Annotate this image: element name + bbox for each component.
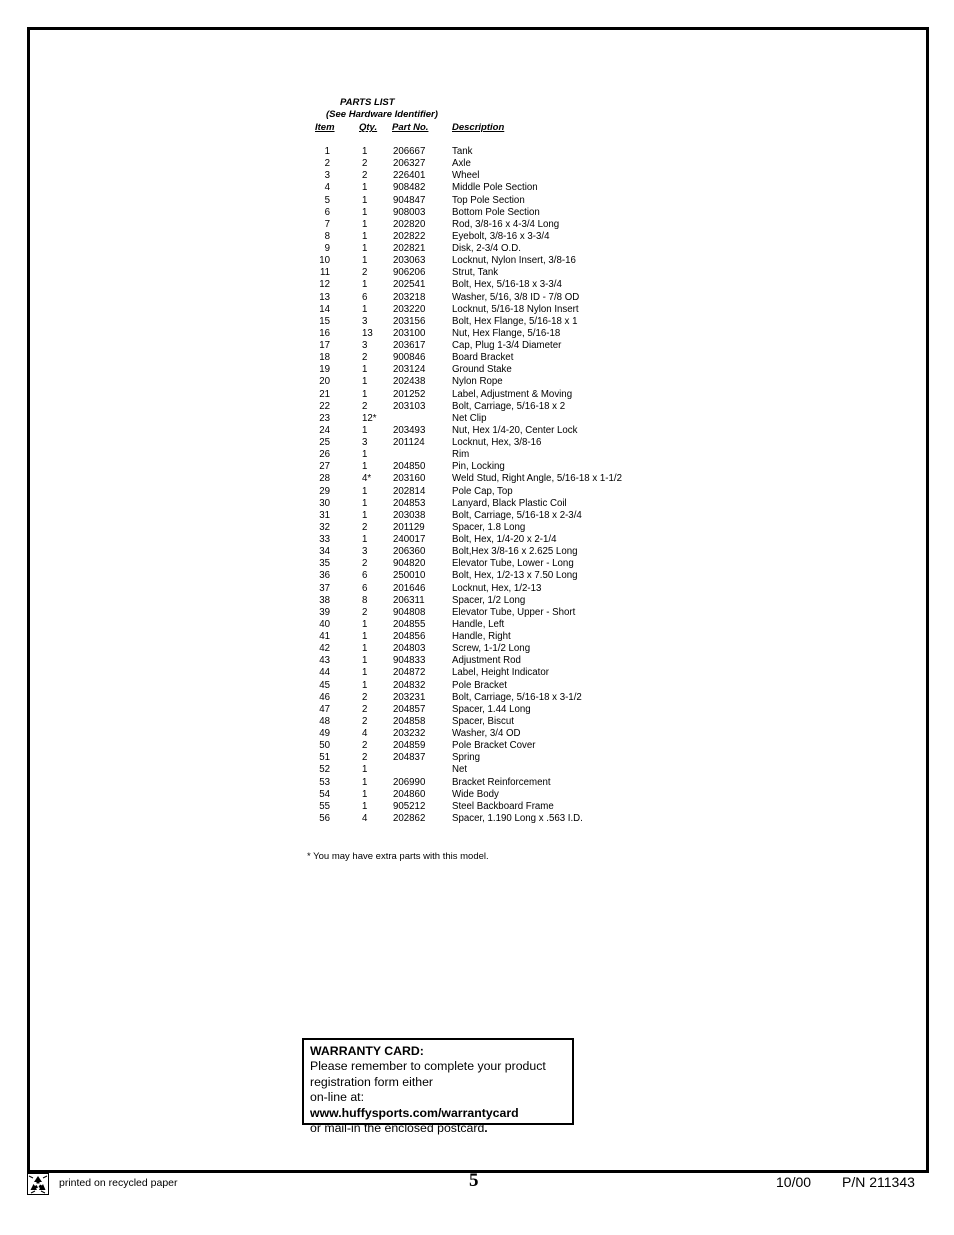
item-qty: 4* — [362, 473, 372, 485]
item-description: Axle — [452, 158, 471, 170]
table-row — [0, 243, 954, 255]
item-description: Washer, 5/16, 3/8 ID - 7/8 OD — [452, 291, 580, 303]
item-description: Bolt, Carriage, 5/16-18 x 2-3/4 — [452, 509, 582, 521]
table-row — [0, 182, 954, 194]
table-row — [0, 340, 954, 352]
item-part-no: 206667 — [393, 146, 426, 157]
item-qty: 1 — [362, 631, 368, 642]
item-number: 23 — [319, 412, 330, 424]
item-part-no: 203156 — [393, 315, 426, 327]
table-row — [0, 680, 954, 692]
table-row — [0, 449, 954, 461]
item-part-no: 204856 — [393, 631, 426, 642]
item-description: Label, Adjustment & Moving — [452, 388, 573, 400]
item-number: 19 — [319, 364, 330, 376]
parts-list-subtitle: (See Hardware Identifier) — [326, 109, 438, 120]
table-row — [0, 207, 954, 219]
item-number: 7 — [324, 218, 330, 230]
item-number: 54 — [319, 788, 330, 800]
table-row — [0, 716, 954, 728]
table-row — [0, 704, 954, 716]
item-description: Rod, 3/8-16 x 4-3/4 Long — [452, 218, 560, 230]
table-row — [0, 364, 954, 376]
item-qty: 1 — [362, 364, 368, 376]
item-number: 56 — [319, 812, 330, 824]
item-qty: 1 — [362, 679, 368, 691]
item-part-no: 900846 — [393, 352, 426, 364]
table-row — [0, 498, 954, 510]
item-qty: 1 — [362, 424, 368, 436]
item-qty: 2 — [362, 400, 368, 412]
item-qty: 1 — [362, 497, 368, 509]
item-part-no: 203220 — [393, 303, 426, 315]
item-description: Steel Backboard Frame — [452, 800, 554, 812]
table-row — [0, 219, 954, 231]
table-row — [0, 764, 954, 776]
table-row — [0, 607, 954, 619]
item-part-no: 203218 — [393, 291, 426, 303]
item-qty: 1 — [362, 376, 368, 388]
part-number: P/N 211343 — [842, 1174, 915, 1190]
table-row — [0, 752, 954, 764]
table-row — [0, 789, 954, 801]
table-row — [0, 534, 954, 546]
item-part-no: 202814 — [393, 485, 426, 497]
item-number: 17 — [319, 340, 330, 351]
table-row — [0, 643, 954, 655]
item-number: 40 — [319, 618, 330, 630]
item-description: Nylon Rope — [452, 376, 503, 388]
table-row — [0, 740, 954, 752]
item-description: Locknut, Hex, 1/2-13 — [452, 582, 542, 594]
item-number: 30 — [319, 497, 330, 509]
item-qty: 13 — [362, 327, 373, 339]
item-description: Spacer, 1/2 Long — [452, 594, 526, 606]
item-number: 52 — [319, 764, 330, 776]
page-number: 5 — [469, 1170, 479, 1191]
item-part-no: 204872 — [393, 667, 426, 679]
item-part-no: 202820 — [393, 218, 426, 230]
item-description: Bolt, Hex, 5/16-18 x 3-3/4 — [452, 279, 562, 291]
item-qty: 3 — [362, 546, 368, 558]
item-number: 34 — [319, 546, 330, 558]
item-description: Middle Pole Section — [452, 182, 538, 194]
item-description: Nut, Hex 1/4-20, Center Lock — [452, 424, 578, 436]
item-qty: 3 — [362, 437, 368, 448]
item-qty: 1 — [362, 764, 368, 776]
item-qty: 2 — [362, 740, 368, 752]
item-qty: 2 — [362, 170, 368, 182]
item-qty: 6 — [362, 291, 368, 303]
table-row — [0, 486, 954, 498]
item-qty: 1 — [362, 509, 368, 521]
item-description: Rim — [452, 449, 470, 461]
parts-table — [0, 146, 954, 825]
item-qty: 12* — [362, 412, 377, 424]
item-description: Spring — [452, 752, 481, 764]
item-qty: 1 — [362, 667, 368, 679]
item-number: 2 — [324, 158, 330, 170]
item-qty: 2 — [362, 558, 368, 570]
item-number: 21 — [319, 388, 330, 400]
table-row — [0, 522, 954, 534]
item-number: 9 — [324, 243, 330, 254]
item-part-no: 204853 — [393, 497, 426, 509]
item-number: 20 — [319, 376, 330, 388]
warranty-line-4-period: . — [484, 1121, 488, 1136]
item-description: Tank — [452, 146, 473, 157]
item-number: 37 — [319, 582, 330, 594]
recycled-paper-note: printed on recycled paper — [59, 1177, 178, 1189]
item-qty: 1 — [362, 303, 368, 315]
item-qty: 1 — [362, 255, 368, 267]
item-qty: 2 — [362, 691, 368, 703]
item-qty: 1 — [362, 776, 368, 788]
item-description: Pole Bracket — [452, 679, 507, 691]
table-row — [0, 267, 954, 279]
table-row — [0, 510, 954, 522]
item-number: 28 — [319, 473, 330, 485]
table-row — [0, 389, 954, 401]
item-qty: 4 — [362, 728, 368, 739]
item-description: Top Pole Section — [452, 194, 525, 206]
item-part-no: 904820 — [393, 558, 426, 570]
item-description: Net Clip — [452, 412, 487, 424]
item-part-no: 203160 — [393, 473, 426, 485]
item-qty: 1 — [362, 534, 368, 545]
item-description: Weld Stud, Right Angle, 5/16-18 x 1-1/2 — [452, 473, 622, 485]
item-qty: 6 — [362, 570, 368, 582]
item-number: 15 — [319, 315, 330, 327]
item-number: 32 — [319, 521, 330, 533]
warranty-card-box — [302, 1038, 574, 1136]
item-description: Bolt, Carriage, 5/16-18 x 3-1/2 — [452, 691, 582, 703]
item-number: 29 — [319, 485, 330, 497]
table-row — [0, 558, 954, 570]
item-number: 26 — [319, 449, 330, 461]
item-description: Spacer, 1.44 Long — [452, 703, 531, 715]
item-number: 35 — [319, 558, 330, 570]
item-description: Net — [452, 764, 468, 776]
table-row — [0, 425, 954, 437]
item-number: 41 — [319, 631, 330, 642]
warranty-line-3: on-line at: — [310, 1090, 365, 1105]
item-number: 8 — [324, 230, 330, 242]
item-number: 31 — [319, 509, 330, 521]
item-number: 22 — [319, 400, 330, 412]
item-description: Bracket Reinforcement — [452, 776, 551, 788]
item-part-no: 204850 — [393, 461, 426, 473]
item-number: 36 — [319, 570, 330, 582]
item-number: 12 — [319, 279, 330, 291]
item-qty: 2 — [362, 606, 368, 618]
item-part-no: 203493 — [393, 424, 426, 436]
item-number: 27 — [319, 461, 330, 473]
table-row — [0, 146, 954, 158]
item-number: 48 — [319, 715, 330, 727]
item-description: Locknut, Hex, 3/8-16 — [452, 437, 542, 448]
item-part-no: 906206 — [393, 267, 426, 279]
table-row — [0, 595, 954, 607]
item-number: 42 — [319, 643, 330, 655]
warranty-url: www.huffysports.com/warrantycard — [310, 1105, 519, 1120]
table-row — [0, 292, 954, 304]
item-qty: 1 — [362, 279, 368, 291]
item-part-no: 204837 — [393, 752, 426, 764]
item-description: Cap, Plug 1-3/4 Diameter — [452, 340, 562, 351]
item-part-no: 240017 — [393, 534, 426, 545]
item-number: 11 — [319, 267, 330, 279]
item-part-no: 904808 — [393, 606, 426, 618]
item-number: 46 — [319, 691, 330, 703]
item-description: Bolt, Carriage, 5/16-18 x 2 — [452, 400, 566, 412]
warranty-title: WARRANTY CARD: — [310, 1044, 424, 1058]
table-row — [0, 279, 954, 291]
item-number: 39 — [319, 606, 330, 618]
item-number: 24 — [319, 424, 330, 436]
item-number: 14 — [319, 303, 330, 315]
item-description: Label, Height Indicator — [452, 667, 549, 679]
item-part-no: 204832 — [393, 679, 426, 691]
table-row — [0, 401, 954, 413]
item-part-no: 204860 — [393, 788, 426, 800]
item-part-no: 204803 — [393, 643, 426, 655]
item-part-no: 202822 — [393, 230, 426, 242]
item-part-no: 203232 — [393, 728, 426, 739]
item-qty: 1 — [362, 618, 368, 630]
item-part-no: 908482 — [393, 182, 426, 194]
item-description: Nut, Hex Flange, 5/16-18 — [452, 327, 561, 339]
table-row — [0, 461, 954, 473]
item-part-no: 206311 — [393, 594, 425, 606]
item-description: Wide Body — [452, 788, 499, 800]
item-number: 50 — [319, 740, 330, 752]
item-description: Disk, 2-3/4 O.D. — [452, 243, 521, 254]
item-part-no: 204859 — [393, 740, 426, 752]
item-qty: 1 — [362, 194, 368, 206]
table-row — [0, 667, 954, 679]
header-description: Description — [452, 122, 505, 133]
item-qty: 2 — [362, 521, 368, 533]
item-part-no: 203103 — [393, 400, 426, 412]
item-description: Spacer, 1.190 Long x .563 I.D. — [452, 812, 583, 824]
item-description: Eyebolt, 3/8-16 x 3-3/4 — [452, 230, 550, 242]
item-description: Bolt, Hex Flange, 5/16-18 x 1 — [452, 315, 578, 327]
table-row — [0, 316, 954, 328]
item-number: 47 — [319, 703, 330, 715]
footnote: * You may have extra parts with this model. — [307, 851, 489, 862]
item-qty: 2 — [362, 158, 368, 170]
item-qty: 6 — [362, 582, 368, 594]
item-number: 10 — [319, 255, 330, 267]
table-row — [0, 195, 954, 207]
item-description: Adjustment Rod — [452, 655, 521, 667]
item-number: 13 — [319, 291, 330, 303]
item-qty: 1 — [362, 655, 368, 667]
item-number: 51 — [319, 752, 330, 764]
item-description: Elevator Tube, Lower - Long — [452, 558, 574, 570]
table-row — [0, 473, 954, 485]
item-description: Spacer, 1.8 Long — [452, 521, 526, 533]
item-qty: 2 — [362, 703, 368, 715]
item-number: 45 — [319, 679, 330, 691]
item-description: Locknut, Nylon Insert, 3/8-16 — [452, 255, 576, 267]
table-row — [0, 583, 954, 595]
item-qty: 1 — [362, 485, 368, 497]
item-part-no: 201129 — [393, 521, 425, 533]
warranty-line-4: or mail-in the enclosed postcard — [310, 1121, 485, 1136]
item-description: Washer, 3/4 OD — [452, 728, 521, 739]
table-row — [0, 631, 954, 643]
table-row — [0, 158, 954, 170]
table-row — [0, 813, 954, 825]
item-description: Ground Stake — [452, 364, 512, 376]
header-part-no: Part No. — [392, 122, 429, 133]
item-part-no: 905212 — [393, 800, 426, 812]
table-row — [0, 777, 954, 789]
item-part-no: 206360 — [393, 546, 426, 558]
table-row — [0, 692, 954, 704]
item-part-no: 904847 — [393, 194, 426, 206]
item-part-no: 202438 — [393, 376, 426, 388]
item-description: Elevator Tube, Upper - Short — [452, 606, 576, 618]
item-qty: 1 — [362, 449, 368, 461]
item-number: 16 — [319, 327, 330, 339]
item-part-no: 201646 — [393, 582, 426, 594]
recycle-icon — [27, 1173, 49, 1195]
item-part-no: 203100 — [393, 327, 426, 339]
warranty-line-1: Please remember to complete your product — [310, 1059, 546, 1074]
table-row — [0, 352, 954, 364]
item-qty: 1 — [362, 146, 368, 157]
item-qty: 2 — [362, 752, 368, 764]
table-row — [0, 619, 954, 631]
item-qty: 1 — [362, 643, 368, 655]
table-row — [0, 304, 954, 316]
item-part-no: 204857 — [393, 703, 426, 715]
item-qty: 2 — [362, 352, 368, 364]
item-qty: 3 — [362, 340, 368, 351]
item-qty: 1 — [362, 230, 368, 242]
table-row — [0, 231, 954, 243]
table-row — [0, 570, 954, 582]
item-description: Handle, Right — [452, 631, 511, 642]
item-number: 33 — [319, 534, 330, 545]
item-part-no: 904833 — [393, 655, 426, 667]
item-number: 55 — [319, 800, 330, 812]
item-description: Bolt, Hex, 1/2-13 x 7.50 Long — [452, 570, 578, 582]
item-part-no: 204855 — [393, 618, 426, 630]
item-description: Bottom Pole Section — [452, 206, 540, 218]
header-item: Item — [315, 122, 335, 133]
item-part-no: 226401 — [393, 170, 426, 182]
item-description: Spacer, Biscut — [452, 715, 514, 727]
item-number: 38 — [319, 594, 330, 606]
item-part-no: 203038 — [393, 509, 426, 521]
table-row — [0, 413, 954, 425]
item-number: 4 — [324, 182, 330, 194]
item-part-no: 206327 — [393, 158, 426, 170]
item-part-no: 250010 — [393, 570, 426, 582]
item-description: Strut, Tank — [452, 267, 499, 279]
item-part-no: 206990 — [393, 776, 426, 788]
item-qty: 2 — [362, 715, 368, 727]
item-qty: 1 — [362, 800, 368, 812]
item-qty: 1 — [362, 461, 368, 473]
item-qty: 1 — [362, 388, 368, 400]
item-part-no: 202541 — [393, 279, 426, 291]
table-row — [0, 376, 954, 388]
item-qty: 1 — [362, 218, 368, 230]
table-row — [0, 801, 954, 813]
revision-date: 10/00 — [776, 1174, 812, 1190]
item-number: 5 — [324, 194, 330, 206]
item-number: 43 — [319, 655, 330, 667]
item-qty: 4 — [362, 812, 368, 824]
item-description: Board Bracket — [452, 352, 514, 364]
item-description: Handle, Left — [452, 618, 505, 630]
item-description: Bolt, Hex, 1/4-20 x 2-1/4 — [452, 534, 557, 545]
item-number: 44 — [319, 667, 330, 679]
table-row — [0, 170, 954, 182]
item-qty: 2 — [362, 267, 368, 279]
item-part-no: 202821 — [393, 243, 426, 254]
item-description: Pole Cap, Top — [452, 485, 513, 497]
item-part-no: 202862 — [393, 812, 426, 824]
table-row — [0, 655, 954, 667]
item-number: 18 — [319, 352, 330, 364]
item-qty: 1 — [362, 788, 368, 800]
item-description: Pole Bracket Cover — [452, 740, 536, 752]
warranty-line-2: registration form either — [310, 1074, 434, 1089]
item-number: 53 — [319, 776, 330, 788]
item-number: 3 — [324, 170, 330, 182]
item-qty: 1 — [362, 182, 368, 194]
item-part-no: 204858 — [393, 715, 426, 727]
item-description: Pin, Locking — [452, 461, 505, 473]
item-description: Screw, 1-1/2 Long — [452, 643, 531, 655]
item-part-no: 203063 — [393, 255, 426, 267]
item-part-no: 201124 — [393, 437, 425, 448]
item-part-no: 201252 — [393, 388, 426, 400]
item-qty: 3 — [362, 315, 368, 327]
item-part-no: 203124 — [393, 364, 426, 376]
table-row — [0, 437, 954, 449]
item-description: Bolt,Hex 3/8-16 x 2.625 Long — [452, 546, 578, 558]
item-description: Wheel — [452, 170, 480, 182]
table-row — [0, 546, 954, 558]
item-description: Lanyard, Black Plastic Coil — [452, 497, 567, 509]
item-qty: 1 — [362, 243, 368, 254]
item-number: 25 — [319, 437, 330, 448]
table-row — [0, 255, 954, 267]
item-qty: 8 — [362, 594, 368, 606]
header-qty: Qty. — [359, 122, 378, 133]
parts-list-title: PARTS LIST — [340, 97, 395, 108]
item-number: 1 — [324, 146, 330, 157]
table-row — [0, 728, 954, 740]
table-row — [0, 328, 954, 340]
item-qty: 1 — [362, 206, 368, 218]
item-description: Locknut, 5/16-18 Nylon Insert — [452, 303, 579, 315]
item-part-no: 203617 — [393, 340, 426, 351]
item-part-no: 908003 — [393, 206, 426, 218]
item-number: 6 — [324, 206, 330, 218]
item-number: 49 — [319, 728, 330, 739]
item-part-no: 203231 — [393, 691, 426, 703]
